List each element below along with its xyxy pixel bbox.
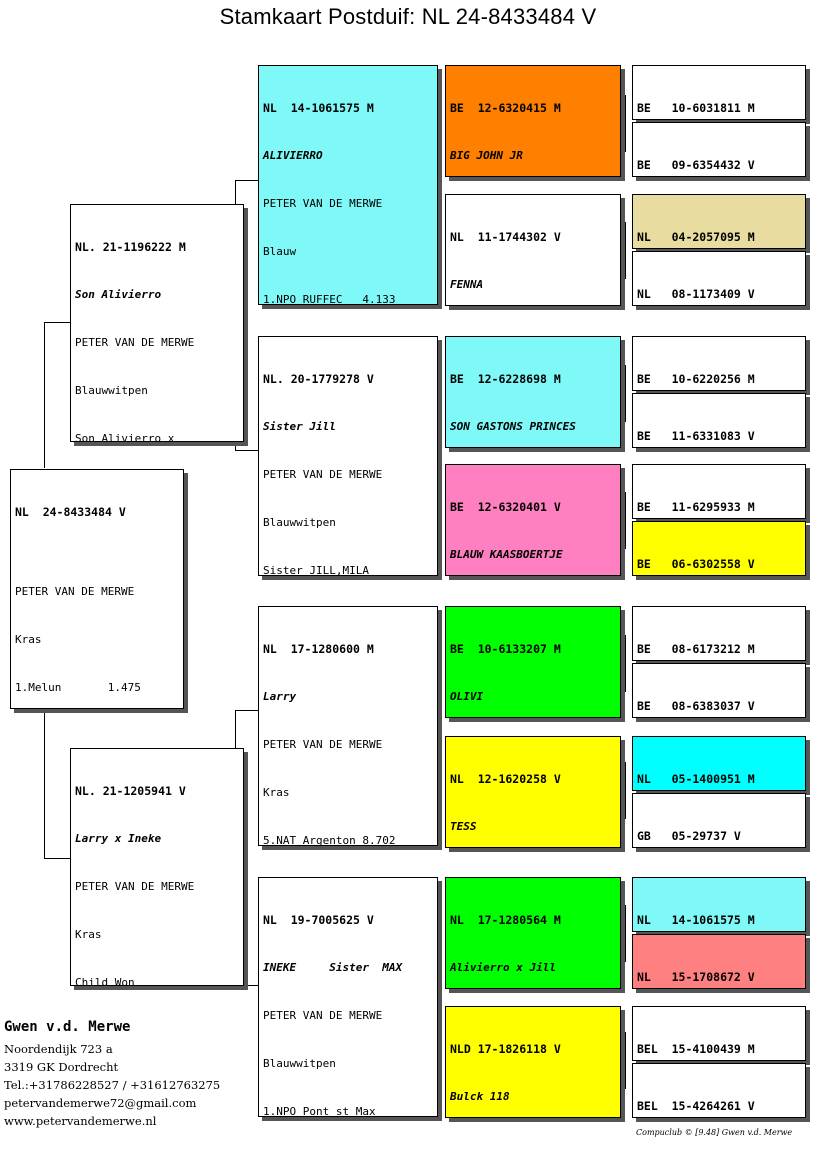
- pigeon-name: INEKE Sister MAX: [263, 961, 403, 974]
- ring-number: BE 12-6320415 M: [450, 101, 561, 115]
- ring-number: BE 12-6320401 V: [450, 500, 561, 514]
- gg-grandparent-card[interactable]: [632, 194, 806, 249]
- ring-number: NL 14-1061575 M: [263, 101, 374, 115]
- connector-line: [625, 365, 626, 422]
- card-line: PETER VAN DE MERWE: [263, 738, 383, 751]
- breeder-website[interactable]: www.petervandemerwe.nl: [4, 1114, 157, 1128]
- ring-number: NL 04-2057095 M: [637, 230, 755, 244]
- ring-number: NL. 21-1196222 M: [75, 240, 186, 254]
- ring-number: NL 12-1620258 V: [450, 772, 561, 786]
- ring-number: NL. 21-1205941 V: [75, 784, 186, 798]
- gg-grandparent-card[interactable]: [632, 877, 806, 932]
- ring-number: NL 17-1280600 M: [263, 642, 374, 656]
- ring-number: BE 08-6173212 M: [637, 642, 755, 656]
- card-line: PETER VAN DE MERWE: [263, 468, 383, 481]
- gg-grandparent-card[interactable]: [632, 65, 806, 120]
- ring-number: NL 15-1708672 V: [637, 970, 755, 984]
- gg-grandparent-card[interactable]: [632, 393, 806, 448]
- pigeon-name: Bulck 118: [450, 1090, 510, 1103]
- ring-number: NLD 17-1826118 V: [450, 1042, 561, 1056]
- gg-grandparent-card[interactable]: [632, 1063, 806, 1118]
- ring-number: BE 10-6220256 M: [637, 372, 755, 386]
- great-grandparent-card[interactable]: [445, 65, 621, 177]
- software-credit: Compuclub © [9.48] Gwen v.d. Merwe: [636, 1128, 793, 1137]
- subject-pigeon-card[interactable]: [10, 469, 184, 709]
- gg-grandparent-card[interactable]: [632, 336, 806, 391]
- card-line: Blauw: [263, 245, 297, 258]
- great-grandparent-card[interactable]: [445, 877, 621, 989]
- gg-grandparent-card[interactable]: [632, 464, 806, 519]
- pigeon-name: Larry: [263, 690, 297, 703]
- great-grandparent-card[interactable]: [445, 336, 621, 448]
- ring-number: BE 11-6295933 M: [637, 500, 755, 514]
- ring-number: NL 17-1280564 M: [450, 913, 561, 927]
- connector-line: [235, 710, 258, 711]
- breeder-address-line: Noordendijk 723 a: [4, 1042, 113, 1056]
- connector-line: [439, 665, 440, 795]
- pigeon-name: TESS: [450, 820, 477, 833]
- pigeon-name: BLAUW KAASBOERTJE: [450, 548, 563, 561]
- card-line: PETER VAN DE MERWE: [75, 336, 195, 349]
- great-grandparent-card[interactable]: [445, 736, 621, 848]
- card-line: Kras: [75, 928, 102, 941]
- card-line: Child Won: [75, 976, 135, 986]
- card-line: PETER VAN DE MERWE: [15, 585, 135, 598]
- breeder-name: Gwen v.d. Merwe: [4, 1019, 131, 1035]
- card-line: 1.Melun 1.475: [15, 681, 141, 694]
- great-grandparent-card[interactable]: [445, 464, 621, 576]
- pigeon-name: BIG JOHN JR: [450, 149, 523, 162]
- pigeon-name: Son Alivierro: [75, 288, 162, 301]
- ring-number: NL 08-1173409 V: [637, 287, 755, 301]
- connector-line: [44, 322, 70, 323]
- ring-number: BE 11-6331083 V: [637, 429, 755, 443]
- grandmother-maternal-card[interactable]: [258, 877, 438, 1117]
- connector-line: [625, 1032, 626, 1089]
- gg-grandparent-card[interactable]: [632, 736, 806, 791]
- ring-number: BE 10-6133207 M: [450, 642, 561, 656]
- pigeon-name: FENNA: [450, 278, 484, 291]
- grandfather-paternal-card[interactable]: [258, 65, 438, 305]
- pigeon-name: ALIVIERRO: [263, 149, 323, 162]
- connector-line: [439, 125, 440, 255]
- gg-grandparent-card[interactable]: [632, 793, 806, 848]
- card-line: Blauwwitpen: [75, 384, 148, 397]
- card-line: 1.NPO RUFFEC 4.133: [263, 293, 396, 305]
- connector-line: [625, 762, 626, 819]
- card-line: Kras: [263, 786, 290, 799]
- ring-number: NL 19-7005625 V: [263, 913, 374, 927]
- ring-number: BEL 15-4100439 M: [637, 1042, 755, 1056]
- page-title: Stamkaart Postduif: NL 24-8433484 V: [219, 4, 597, 29]
- card-line: Blauwwitpen: [263, 516, 336, 529]
- father-pigeon-card[interactable]: [70, 204, 244, 442]
- pigeon-name: Sister Jill: [263, 420, 336, 433]
- great-grandparent-card[interactable]: [445, 606, 621, 718]
- connector-line: [439, 395, 440, 525]
- card-line: Kras: [15, 633, 42, 646]
- grandfather-maternal-card[interactable]: [258, 606, 438, 846]
- gg-grandparent-card[interactable]: [632, 934, 806, 989]
- breeder-email[interactable]: petervandemerwe72@gmail.com: [4, 1096, 197, 1110]
- great-grandparent-card[interactable]: [445, 194, 621, 306]
- connector-line: [625, 95, 626, 152]
- gg-grandparent-card[interactable]: [632, 521, 806, 576]
- breeder-info: [4, 1018, 220, 1130]
- pigeon-name: SON GASTONS PRINCES: [450, 420, 576, 433]
- card-line: Son Alivierro x: [75, 432, 175, 442]
- ring-number: NL 05-1400951 M: [637, 772, 755, 786]
- ring-number: NL 14-1061575 M: [637, 913, 755, 927]
- ring-number: BE 10-6031811 M: [637, 101, 755, 115]
- card-line: PETER VAN DE MERWE: [75, 880, 195, 893]
- breeder-address-line: 3319 GK Dordrecht: [4, 1060, 119, 1074]
- connector-line: [625, 222, 626, 279]
- connector-line: [439, 935, 440, 1065]
- connector-line: [235, 180, 258, 181]
- gg-grandparent-card[interactable]: [632, 122, 806, 177]
- mother-pigeon-card[interactable]: [70, 748, 244, 986]
- connector-line: [625, 905, 626, 962]
- breeder-phone: Tel.:+31786228527 / +31612763275: [4, 1078, 221, 1092]
- card-line: Sister JILL,MILA: [263, 564, 369, 576]
- ring-number: NL 11-1744302 V: [450, 230, 561, 244]
- card-line: Blauwwitpen: [263, 1057, 336, 1070]
- gg-grandparent-card[interactable]: [632, 1006, 806, 1061]
- gg-grandparent-card[interactable]: [632, 663, 806, 718]
- connector-line: [44, 708, 45, 858]
- ring-number: BE 12-6228698 M: [450, 372, 561, 386]
- connector-line: [235, 450, 258, 451]
- card-line: PETER VAN DE MERWE: [263, 197, 383, 210]
- pigeon-name: Larry x Ineke: [75, 832, 162, 845]
- ring-number: BE 09-6354432 V: [637, 158, 755, 172]
- connector-line: [625, 492, 626, 549]
- ring-number: GB 05-29737 V: [637, 829, 741, 843]
- ring-number: BE 06-6302558 V: [637, 557, 755, 571]
- connector-line: [44, 858, 70, 859]
- card-line: 1.NPO Pont st Max: [263, 1105, 376, 1117]
- ring-number: BE 08-6383037 V: [637, 699, 755, 713]
- ring-number: BEL 15-4264261 V: [637, 1099, 755, 1113]
- ring-number: NL. 20-1779278 V: [263, 372, 374, 386]
- gg-grandparent-card[interactable]: [632, 606, 806, 661]
- gg-grandparent-card[interactable]: [632, 251, 806, 306]
- pigeon-name: Alivierro x Jill: [450, 961, 556, 974]
- card-line: PETER VAN DE MERWE: [263, 1009, 383, 1022]
- connector-line: [44, 322, 45, 468]
- connector-line: [625, 635, 626, 692]
- great-grandparent-card[interactable]: [445, 1006, 621, 1118]
- grandmother-paternal-card[interactable]: [258, 336, 438, 576]
- card-line: 5.NAT Argenton 8.702: [263, 834, 396, 846]
- pigeon-name: OLIVI: [450, 690, 484, 703]
- ring-number: NL 24-8433484 V: [15, 505, 126, 519]
